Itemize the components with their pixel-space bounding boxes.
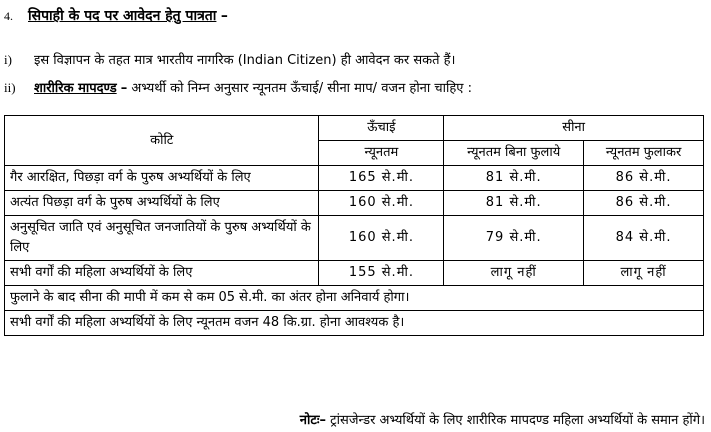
table-full-row-weight — [5, 311, 704, 336]
section-heading — [4, 6, 228, 25]
point-numeral: i) — [4, 52, 12, 67]
row-chest-expanded: 86 से.मी. — [584, 191, 704, 216]
minimum-weight-rule: सभी वर्गों की महिला अभ्यर्थियों के लिए न्यूनतम वजन 48 कि.ग्रा. होना आवश्यक है। — [5, 311, 704, 336]
table-row — [5, 166, 704, 191]
subheader-chest-unexpanded: न्यूनतम बिना फुलाये — [444, 141, 584, 166]
subheader-height-min: न्यूनतम — [319, 141, 444, 166]
row-chest-unexpanded: 81 से.मी. — [444, 191, 584, 216]
note-label: नोटः– — [299, 413, 326, 428]
row-category: गैर आरक्षित, पिछड़ा वर्ग के पुरुष अभ्यर्थियों के लिए — [5, 166, 319, 191]
section-number: 4. — [4, 9, 13, 23]
header-chest: सीना — [444, 116, 704, 141]
row-category: अत्यंत पिछड़ा वर्ग के पुरुष अभ्यर्थियों के लिए — [5, 191, 319, 216]
row-chest-unexpanded: 79 से.मी. — [444, 216, 584, 261]
row-category: अनुसूचित जाति एवं अनुसूचित जनजातियों के पुरुष अभ्यर्थियों के लिए — [5, 216, 319, 261]
section-title-dash: – — [220, 8, 228, 24]
point-citizenship — [4, 50, 455, 68]
section-title: सिपाही के पद पर आवेदन हेतु पात्रता — [28, 8, 217, 24]
point-physical-standards: ii) शारीरिक मापदण्ड – अभ्यर्थी को निम्न अनुसार न्यूनतम ऊँचाई/ सीना माप/ वजन होना चाहिए : — [4, 80, 472, 96]
subheader-chest-expanded: न्यूनतम फुलाकर — [584, 141, 704, 166]
note-text: ट्रांसजेन्डर अभ्यर्थियों के लिए शारीरिक मापदण्ड महिला अभ्यर्थियों के समान होंगे। — [326, 413, 705, 428]
row-chest-unexpanded: लागू नहीं — [444, 261, 584, 286]
header-category: कोटि — [5, 116, 319, 166]
row-chest-expanded: लागू नहीं — [584, 261, 704, 286]
row-chest-unexpanded: 81 से.मी. — [444, 166, 584, 191]
table-full-row-chest-difference — [5, 286, 704, 311]
row-height: 160 से.मी. — [319, 216, 444, 261]
chest-difference-rule: फुलाने के बाद सीना की मापी में कम से कम 05 से.मी. का अंतर होना अनिवार्य होगा। — [5, 286, 704, 311]
table-header-row — [5, 116, 704, 141]
table-row — [5, 261, 704, 286]
point-numeral: ii) — [4, 80, 16, 95]
point-lead: शारीरिक मापदण्ड — [34, 81, 117, 96]
row-category: सभी वर्गों की महिला अभ्यर्थियों के लिए — [5, 261, 319, 286]
physical-standards-table — [4, 115, 704, 336]
row-height: 165 से.मी. — [319, 166, 444, 191]
row-chest-expanded: 84 से.मी. — [584, 216, 704, 261]
row-height: 160 से.मी. — [319, 191, 444, 216]
header-height: ऊँचाई — [319, 116, 444, 141]
row-height: 155 से.मी. — [319, 261, 444, 286]
row-chest-expanded: 86 से.मी. — [584, 166, 704, 191]
table-row — [5, 216, 704, 261]
point-text: इस विज्ञापन के तहत मात्र भारतीय नागरिक (Indian Citizen) ही आवेदन कर सकते हैं। — [34, 53, 456, 68]
footnote — [300, 410, 705, 428]
table-row — [5, 191, 704, 216]
point-text: अभ्यर्थी को निम्न अनुसार न्यूनतम ऊँचाई/ सीना माप/ वजन होना चाहिए : — [127, 81, 472, 96]
